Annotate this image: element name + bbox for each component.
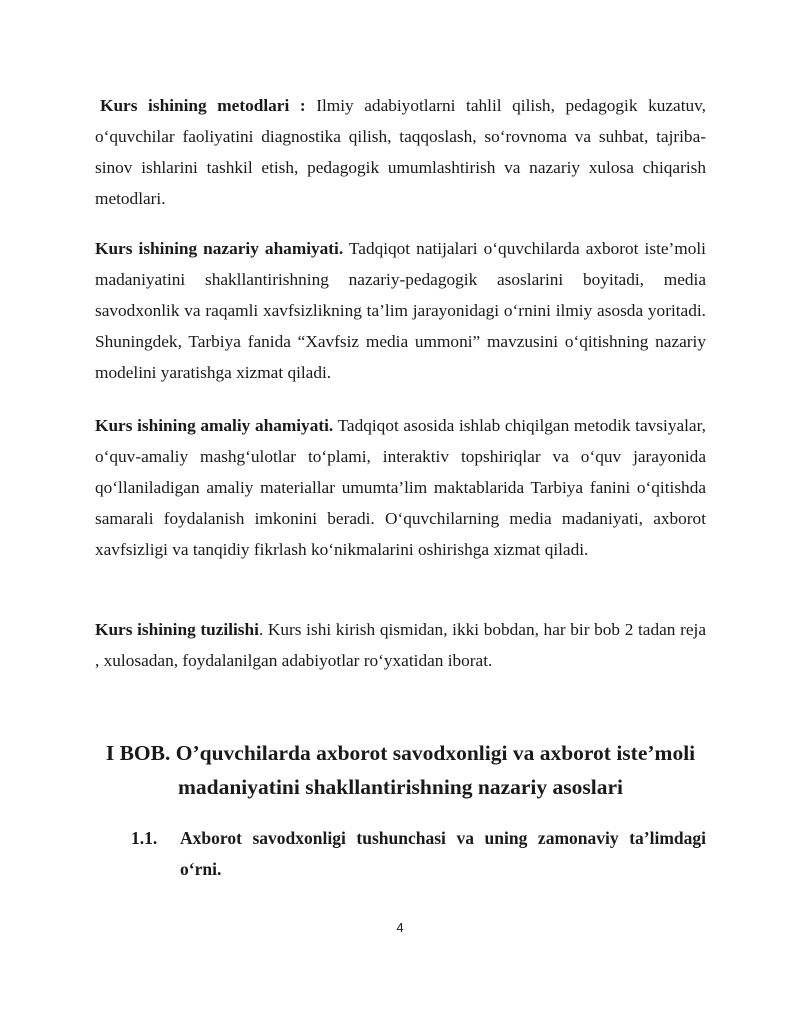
paragraph-theoretical-label: Kurs ishining nazariy ahamiyati. <box>95 239 344 258</box>
paragraph-structure-label: Kurs ishining tuzilishi <box>95 620 259 639</box>
paragraph-theoretical-text: Tadqiqot natijalari o‘quvchilarda axborot iste’moli madaniyatini shakllantirishning nazariy-pedagogik asoslarini boyitadi, media savodxonlik va raqamli xavfsizlikning ta’lim jarayonidagi o‘rnini ilmiy asosda yoritadi. Shuningdek, Tarbiya fanida “Xavfsiz media ummoni” mavzusini o‘qitishning nazariy modelini yaratishga xizmat qiladi. <box>95 239 706 382</box>
chapter-heading-line1: I BOB. O’quvchilarda axborot savodxonligi va axborot iste’moli <box>105 741 696 765</box>
section-title: Axborot savodxonligi tushunchasi va uning zamonaviy ta’limdagi o‘rni. <box>180 828 706 879</box>
chapter-heading-line2: madaniyatini shakllantirishning nazariy asoslari <box>177 775 624 799</box>
paragraph-practical-label: Kurs ishining amaliy ahamiyati. <box>95 416 334 435</box>
paragraph-practical <box>95 410 706 565</box>
paragraph-methods-label: Kurs ishining metodlari : <box>100 96 306 115</box>
paragraph-methods <box>95 90 706 214</box>
paragraph-practical-text: Tadqiqot asosida ishlab chiqilgan metodik tavsiyalar, o‘quv-amaliy mashg‘ulotlar to‘plami, interaktiv topshiriqlar va o‘quv jarayonida qo‘llaniladigan amaliy materiallar umumta’lim maktablarida Tarbiya fanini o‘qitishda samarali foydalanish imkonini beradi. O‘quvchilarning media madaniyati, axborot xavfsizligi va tanqidiy fikrlash ko‘nikmalarini oshirishga xizmat qiladi. <box>95 416 706 559</box>
paragraph-methods-text: Ilmiy adabiyotlarni tahlil qilish, pedagogik kuzatuv, o‘quvchilar faoliyatini diagnostika qilish, taqqoslash, so‘rovnoma va suhbat, tajriba-sinov ishlarini tashkil etish, pedagogik umumlashtirish va nazariy xulosa chiqarish metodlari. <box>95 96 706 208</box>
paragraph-structure-text: . Kurs ishi kirish qismidan, ikki bobdan, har bir bob 2 tadan reja , xulosadan, foydalanilgan adabiyotlar ro‘yxatidan iborat. <box>95 620 706 670</box>
page-number: 4 <box>396 920 404 935</box>
chapter-heading <box>95 736 706 804</box>
paragraph-structure <box>95 614 706 676</box>
paragraph-theoretical <box>95 233 706 388</box>
section-number: 1.1. <box>131 828 158 848</box>
